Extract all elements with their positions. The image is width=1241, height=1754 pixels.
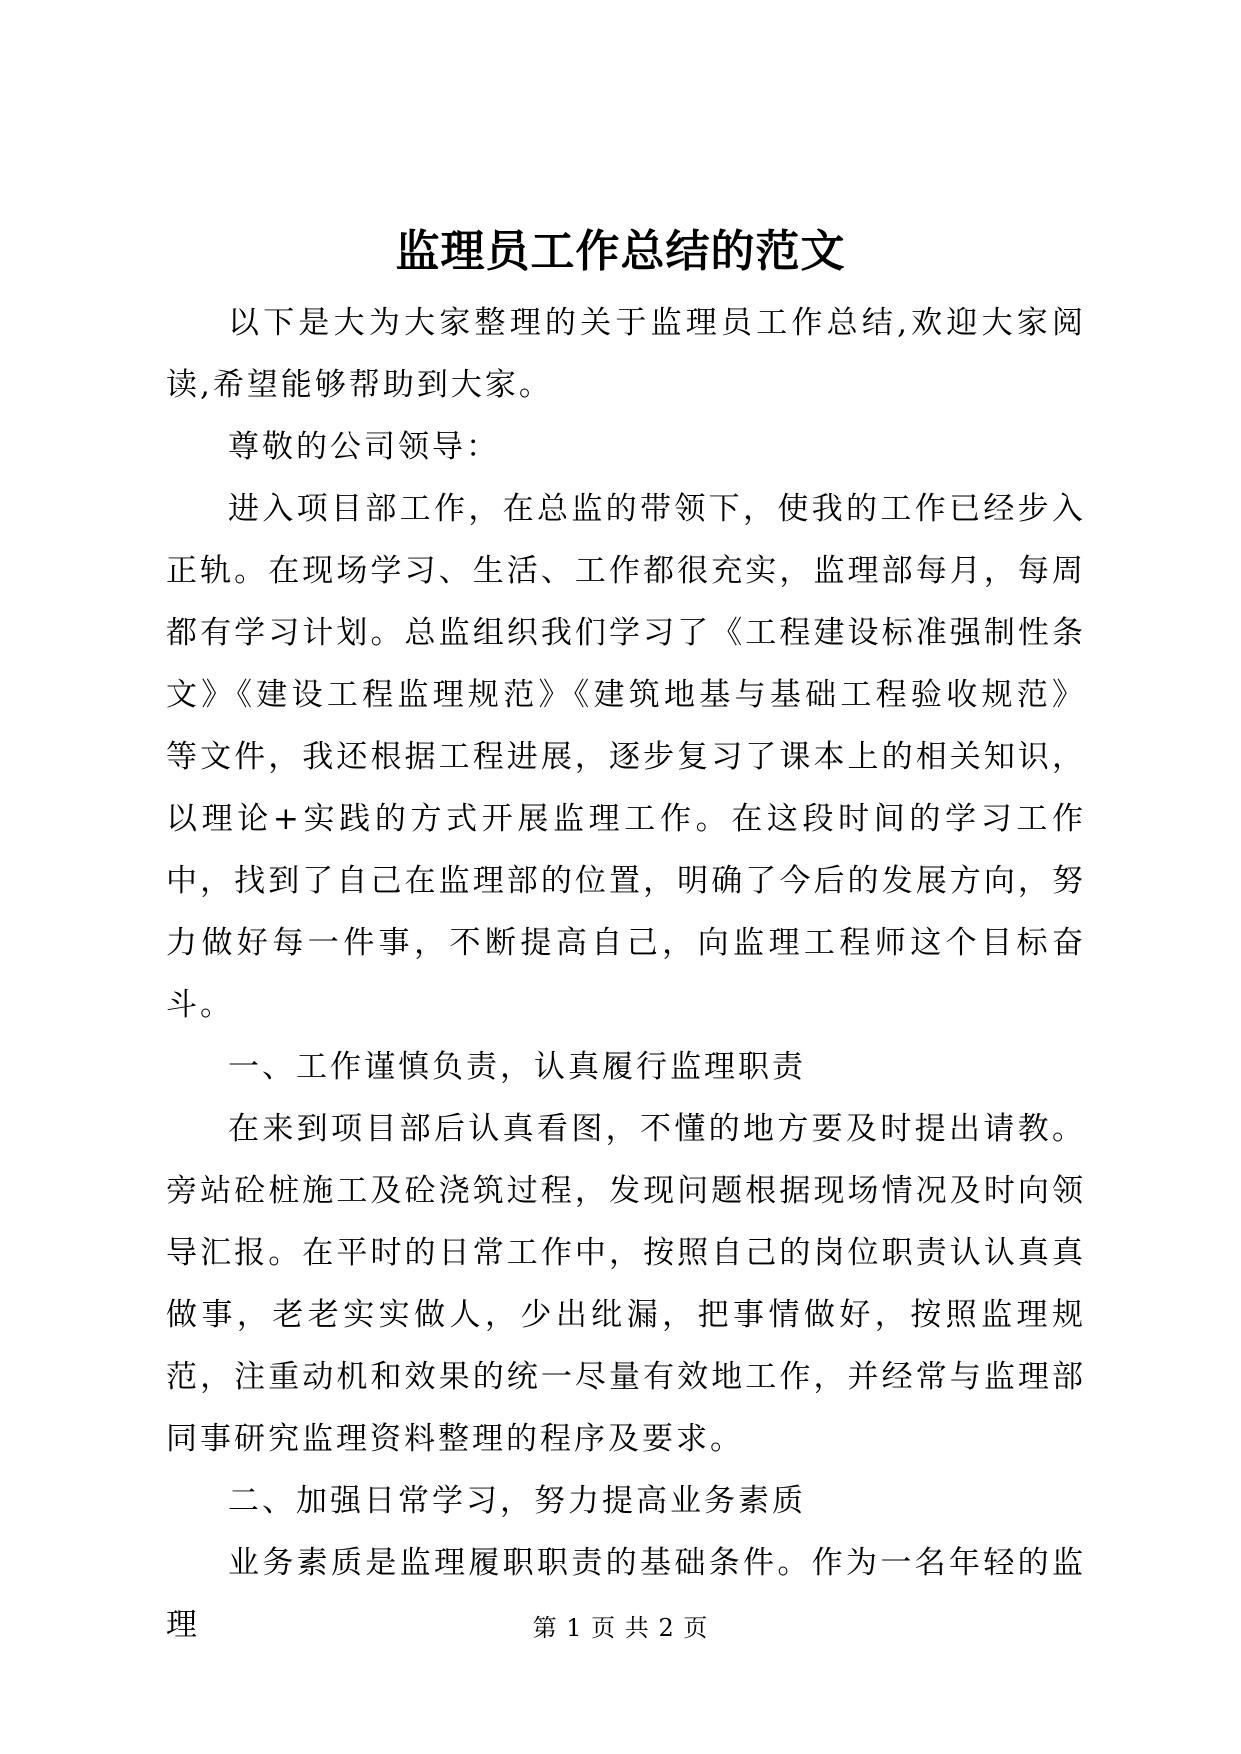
section-heading-2: 二、加强日常学习，努力提高业务素质 bbox=[228, 1483, 806, 1519]
section-heading-1: 一、工作谨慎负责，认真履行监理职责 bbox=[228, 1049, 806, 1085]
document-body bbox=[166, 292, 1086, 1656]
body-paragraph: 进入项目部工作，在总监的带领下，使我的工作已经步入正轨。在现场学习、生活、工作都很充实，监理部每月，每周都有学习计划。总监组织我们学习了《工程建设标准强制性条文》《建设工程监理规范》《建筑地基与基础工程验收规范》等文件，我还根据工程进展，逐步复习了课本上的相关知识，以理论+实践的方式开展监理工作。在这段时间的学习工作中，找到了自己在监理部的位置，明确了今后的发展方向，努力做好每一件事，不断提高自己，向监理工程师这个目标奋斗。 bbox=[166, 491, 1086, 1023]
body-paragraph: 业务素质是监理履职职责的基础条件。作为一名年轻的监理 bbox=[166, 1545, 1086, 1643]
salutation: 尊敬的公司领导： bbox=[228, 429, 500, 465]
body-paragraph: 在来到项目部后认真看图，不懂的地方要及时提出请教。旁站砼桩施工及砼浇筑过程，发现问题根据现场情况及时向领导汇报。在平时的日常工作中，按照自己的岗位职责认认真真做事，老老实实做人，少出纰漏，把事情做好，按照监理规范，注重动机和效果的统一尽量有效地工作，并经常与监理部同事研究监理资料整理的程序及要求。 bbox=[166, 1111, 1086, 1457]
document-title: 监理员工作总结的范文 bbox=[395, 226, 846, 277]
page-footer: 第 1 页 共 2 页 bbox=[532, 1614, 709, 1642]
intro-paragraph: 以下是大为大家整理的关于监理员工作总结,欢迎大家阅读,希望能够帮助到大家。 bbox=[166, 305, 1086, 403]
